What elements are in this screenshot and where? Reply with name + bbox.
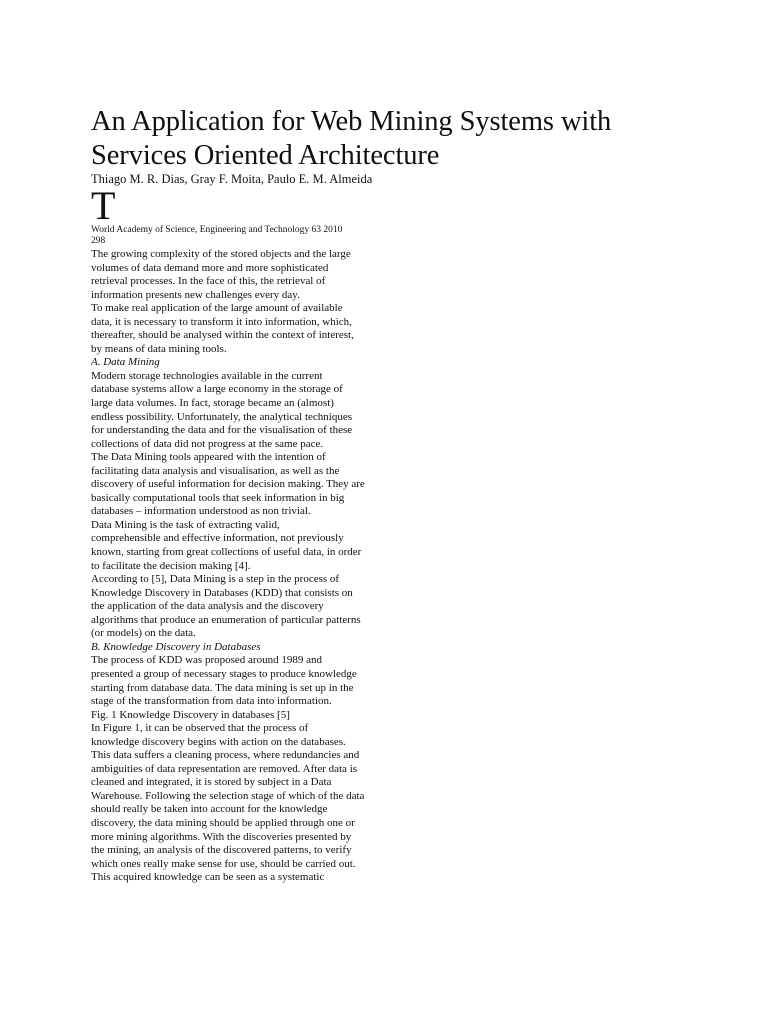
body-line: which ones really make sense for use, should be carried out. — [91, 857, 356, 870]
body-line: thereafter, should be analysed within the context of interest, — [91, 329, 354, 342]
paper-title: An Application for Web Mining Systems with Services Oriented Architecture — [91, 106, 612, 171]
journal-info — [91, 225, 342, 247]
body-line: to facilitate the decision making [4]. — [91, 559, 251, 572]
body-line: (or models) on the data. — [91, 627, 196, 640]
body-line: more mining algorithms. With the discoveries presented by — [91, 830, 352, 843]
body-line: algorithms that produce an enumeration of particular patterns — [91, 613, 361, 626]
body-line: In Figure 1, it can be observed that the process of — [91, 722, 309, 735]
body-line: discovery of useful information for decision making. They are — [91, 478, 365, 491]
body-line: starting from database data. The data mining is set up in the — [91, 681, 354, 694]
body-line: ambiguities of data representation are removed. After data is — [91, 762, 358, 775]
body-line: database systems allow a large economy in the storage of — [91, 383, 343, 396]
body-line: endless possibility. Unfortunately, the analytical techniques — [91, 410, 352, 423]
body-line: by means of data mining tools. — [91, 342, 227, 355]
body-line: known, starting from great collections of useful data, in order — [91, 546, 362, 559]
section-heading: B. Knowledge Discovery in Databases — [91, 640, 261, 653]
body-line: the mining, an analysis of the discovered patterns, to verify — [91, 844, 352, 857]
body-line: facilitating data analysis and visualisation, as well as the — [91, 464, 340, 477]
body-line: discovery, the data mining should be applied through one or — [91, 816, 355, 829]
body-line: To make real application of the large amount of available — [91, 302, 343, 315]
body-line: information presents new challenges every day. — [91, 288, 300, 301]
body-line: knowledge discovery begins with action on the databases. — [91, 735, 346, 748]
drop-cap: T — [91, 183, 116, 228]
body-line: basically computational tools that seek information in big — [91, 491, 345, 504]
journal-line: World Academy of Science, Engineering and Technology 63 2010 — [91, 225, 343, 235]
body-line: According to [5], Data Mining is a step in the process of — [91, 573, 340, 586]
author-list: Thiago M. R. Dias, Gray F. Moita, Paulo E. M. Almeida — [91, 172, 373, 186]
body-line: presented a group of necessary stages to produce knowledge — [91, 667, 357, 680]
body-line: should really be taken into account for the knowledge — [91, 803, 328, 816]
body-line: Modern storage technologies available in the current — [91, 369, 323, 382]
body-line: The Data Mining tools appeared with the intention of — [91, 451, 326, 464]
section-heading: A. Data Mining — [91, 356, 160, 369]
body-line: stage of the transformation from data into information. — [91, 695, 332, 708]
body-text — [91, 248, 401, 885]
body-line: This acquired knowledge can be seen as a systematic — [91, 871, 325, 884]
body-line: comprehensible and effective information, not previously — [91, 532, 344, 545]
body-line: Data Mining is the task of extracting valid, — [91, 518, 280, 531]
body-line: Warehouse. Following the selection stage of which of the data — [91, 789, 365, 802]
body-line: Knowledge Discovery in Databases (KDD) that consists on — [91, 586, 353, 599]
body-line: volumes of data demand more and more sophisticated — [91, 261, 329, 274]
body-line: This data suffers a cleaning process, where redundancies and — [91, 749, 360, 762]
body-line: the application of the data analysis and the discovery — [91, 600, 324, 613]
figure-caption: Fig. 1 Knowledge Discovery in databases [5] — [91, 708, 290, 721]
body-line: retrieval processes. In the face of this, the retrieval of — [91, 275, 326, 288]
body-line: for understanding the data and for the visualisation of these — [91, 424, 353, 437]
page-number: 298 — [91, 236, 106, 246]
body-line: The process of KDD was proposed around 1989 and — [91, 654, 322, 667]
body-line: collections of data did not progress at the same pace. — [91, 437, 324, 450]
body-line: cleaned and integrated, it is stored by subject in a Data — [91, 776, 332, 789]
body-line: The growing complexity of the stored objects and the large — [91, 248, 351, 260]
body-line: databases – information understood as non trivial. — [91, 505, 311, 518]
body-line: large data volumes. In fact, storage became an (almost) — [91, 397, 334, 410]
body-line: data, it is necessary to transform it into information, which, — [91, 315, 352, 328]
